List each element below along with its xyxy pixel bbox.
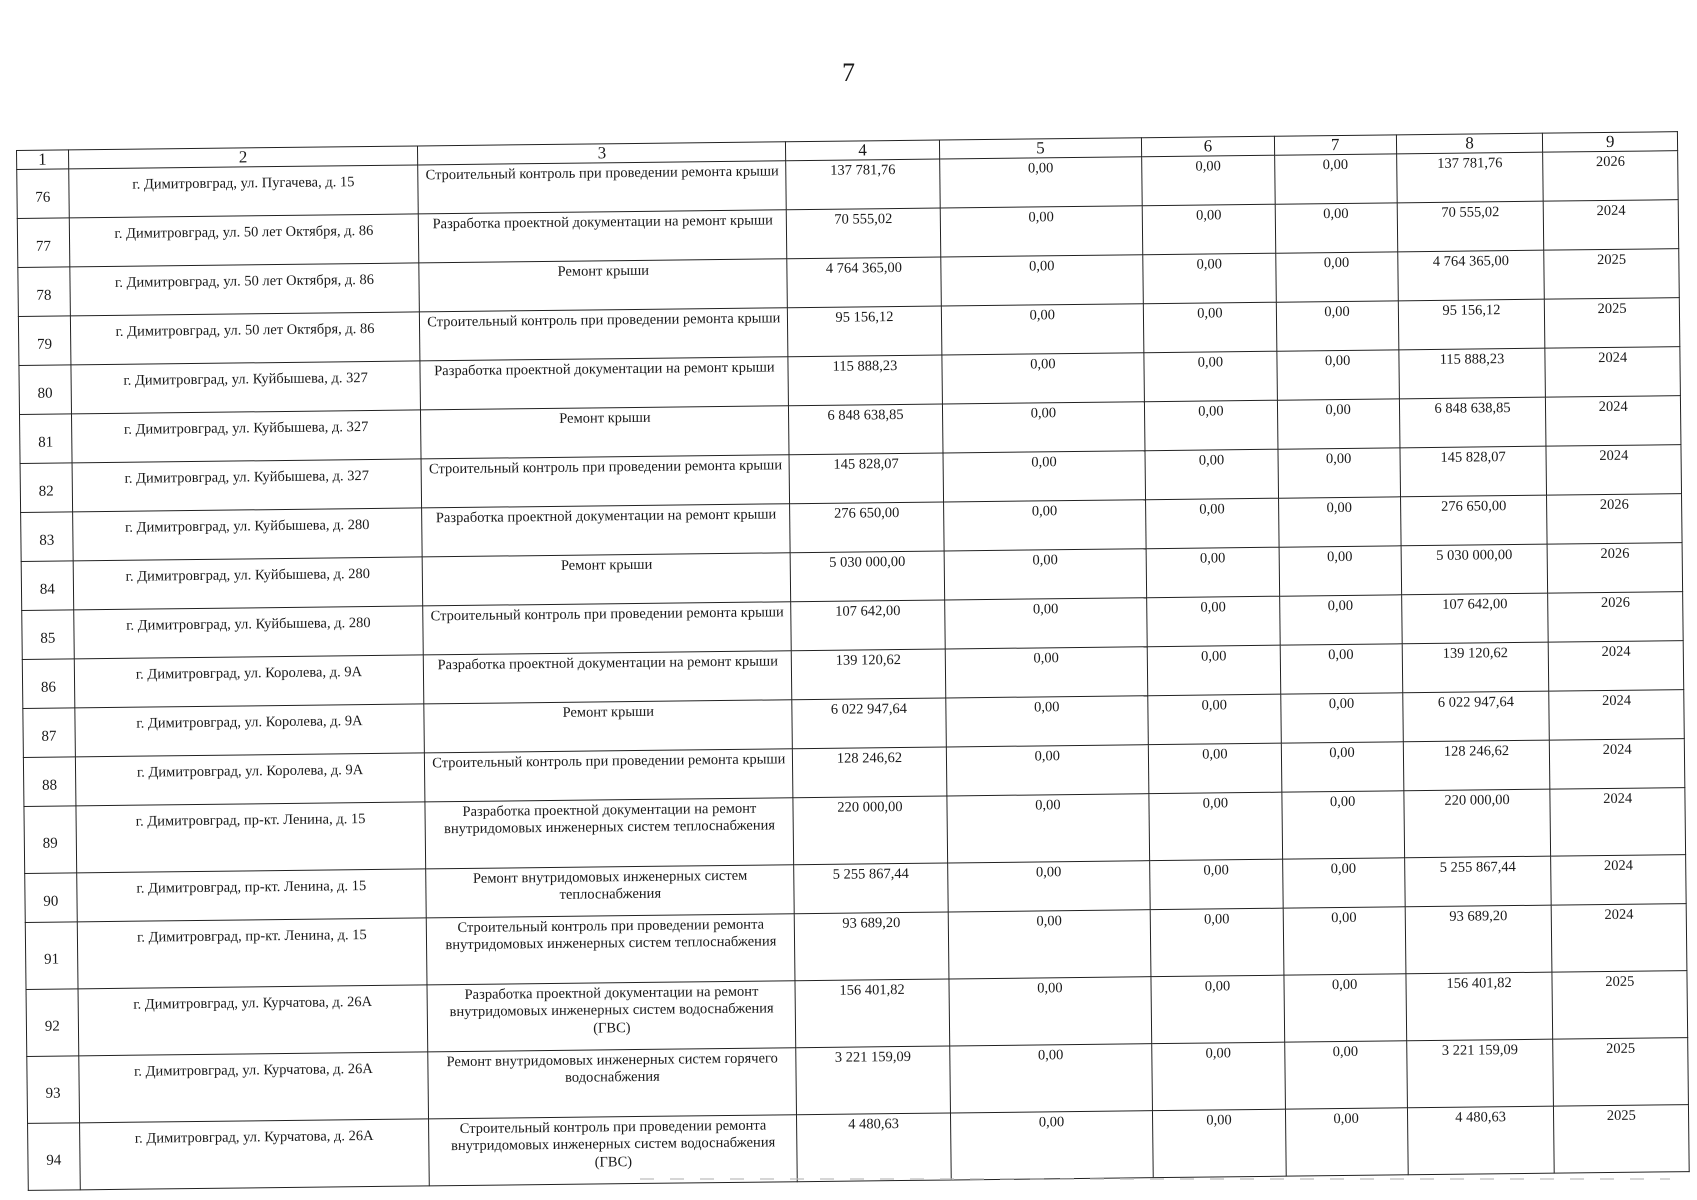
col6-amount-cell: 0,00 — [1144, 351, 1277, 401]
col5-amount-cell: 0,00 — [949, 1044, 1152, 1113]
col4-amount-cell: 70 555,02 — [787, 208, 941, 259]
col5-amount-cell: 0,00 — [941, 353, 1144, 404]
col4-amount-cell: 6 848 638,85 — [789, 404, 943, 455]
col7-amount-cell: 0,00 — [1277, 399, 1400, 449]
year-cell: 2024 — [1550, 739, 1685, 790]
work-description-cell: Разработка проектной документации на ремонт крыши — [422, 504, 791, 557]
col4-amount-cell: 4 480,63 — [797, 1113, 951, 1182]
address-cell: г. Димитровград, ул. Королева, д. 9А — [75, 753, 425, 806]
row-number-cell: 89 — [24, 806, 76, 874]
row-number-cell: 77 — [17, 218, 69, 268]
work-description-cell: Ремонт крыши — [422, 553, 791, 606]
work-description-cell: Разработка проектной документации на ремонт крыши — [420, 357, 789, 410]
col7-amount-cell: 0,00 — [1281, 791, 1404, 859]
col4-amount-cell: 95 156,12 — [788, 306, 942, 357]
col7-amount-cell: 0,00 — [1275, 252, 1398, 302]
col4-amount-cell: 107 642,00 — [791, 600, 945, 651]
col4-amount-cell: 276 650,00 — [790, 502, 944, 553]
col4-amount-cell: 4 764 365,00 — [787, 257, 941, 308]
col8-amount-cell: 128 246,62 — [1403, 740, 1550, 791]
header-col-2: 2 — [68, 146, 418, 169]
work-description-cell: Строительный контроль при проведении ремонта крыши — [423, 602, 792, 655]
year-cell: 2024 — [1546, 396, 1681, 447]
address-cell: г. Димитровград, ул. Курчатова, д. 26А — [78, 985, 428, 1056]
work-description-cell: Строительный контроль при проведении ремонта крыши — [420, 308, 789, 361]
row-number-cell: 79 — [18, 316, 70, 366]
work-description-cell: Разработка проектной документации на ремонт крыши — [424, 651, 793, 704]
col6-amount-cell: 0,00 — [1151, 975, 1284, 1043]
col4-amount-cell: 156 401,82 — [795, 979, 949, 1048]
year-cell: 2024 — [1545, 347, 1680, 398]
year-cell: 2024 — [1550, 788, 1685, 857]
work-description-cell: Строительный контроль при проведении ремонта крыши — [418, 161, 787, 214]
work-description-cell: Разработка проектной документации на ремонт крыши — [419, 210, 788, 263]
year-cell: 2026 — [1547, 494, 1682, 545]
work-description-cell: Строительный контроль при проведении ремонта крыши — [425, 749, 794, 802]
col7-amount-cell: 0,00 — [1284, 974, 1407, 1042]
col5-amount-cell: 0,00 — [941, 304, 1144, 355]
col6-amount-cell: 0,00 — [1142, 204, 1275, 254]
col8-amount-cell: 115 888,23 — [1398, 348, 1545, 399]
col8-amount-cell: 5 030 000,00 — [1401, 544, 1548, 595]
year-cell: 2024 — [1549, 690, 1684, 741]
address-cell: г. Димитровград, ул. Куйбышева, д. 280 — [72, 508, 422, 561]
address-cell: г. Димитровград, ул. Куйбышева, д. 280 — [73, 557, 423, 610]
col7-amount-cell: 0,00 — [1280, 644, 1403, 694]
address-cell: г. Димитровград, пр-кт. Ленина, д. 15 — [76, 802, 426, 873]
col6-amount-cell: 0,00 — [1152, 1042, 1285, 1110]
col5-amount-cell: 0,00 — [944, 598, 1147, 649]
col5-amount-cell: 0,00 — [944, 549, 1147, 600]
header-col-9: 9 — [1543, 132, 1678, 153]
col4-amount-cell: 6 022 947,64 — [792, 698, 946, 749]
work-description-cell: Разработка проектной документации на ремонт внутридомовых инженерных систем теплоснабжения — [425, 798, 794, 869]
col4-amount-cell: 115 888,23 — [788, 355, 942, 406]
col4-amount-cell: 145 828,07 — [789, 453, 943, 504]
col8-amount-cell: 4 764 365,00 — [1397, 250, 1544, 301]
year-cell: 2025 — [1554, 1105, 1689, 1174]
work-description-cell: Строительный контроль при проведении ремонта внутридомовых инженерных систем водоснабжения (ГВС) — [429, 1115, 798, 1186]
row-number-cell: 87 — [23, 708, 75, 758]
col6-amount-cell: 0,00 — [1150, 859, 1283, 909]
col7-amount-cell: 0,00 — [1282, 858, 1405, 908]
col8-amount-cell: 276 650,00 — [1400, 495, 1547, 546]
col4-amount-cell: 5 255 867,44 — [794, 863, 948, 914]
col8-amount-cell: 4 480,63 — [1407, 1106, 1555, 1175]
col8-amount-cell: 137 781,76 — [1396, 152, 1543, 203]
col6-amount-cell: 0,00 — [1148, 694, 1281, 744]
header-col-7: 7 — [1274, 135, 1396, 155]
col6-amount-cell: 0,00 — [1149, 792, 1282, 860]
col6-amount-cell: 0,00 — [1147, 596, 1280, 646]
col5-amount-cell: 0,00 — [945, 647, 1148, 698]
col8-amount-cell: 70 555,02 — [1397, 201, 1544, 252]
header-col-8: 8 — [1396, 133, 1543, 154]
col7-amount-cell: 0,00 — [1283, 907, 1406, 975]
address-cell: г. Димитровград, ул. Королева, д. 9А — [75, 704, 425, 757]
row-number-cell: 86 — [22, 659, 74, 709]
address-cell: г. Димитровград, ул. Пугачева, д. 15 — [68, 165, 418, 218]
col5-amount-cell: 0,00 — [950, 1111, 1153, 1180]
address-cell: г. Димитровград, ул. Курчатова, д. 26А — [79, 1119, 429, 1190]
col5-amount-cell: 0,00 — [943, 451, 1146, 502]
address-cell: г. Димитровград, пр-кт. Ленина, д. 15 — [77, 918, 427, 989]
col5-amount-cell: 0,00 — [948, 977, 1151, 1046]
header-col-5: 5 — [939, 138, 1142, 159]
work-description-cell: Строительный контроль при проведении ремонта крыши — [421, 455, 790, 508]
work-description-cell: Строительный контроль при проведении ремонта внутридомовых инженерных систем теплоснабжения — [427, 914, 796, 985]
scan-artifact-line — [640, 1178, 1670, 1180]
address-cell: г. Димитровград, ул. 50 лет Октября, д. 86 — [70, 263, 420, 316]
col7-amount-cell: 0,00 — [1279, 546, 1402, 596]
col8-amount-cell: 95 156,12 — [1398, 299, 1545, 350]
repair-schedule-table — [16, 131, 1690, 1191]
year-cell: 2025 — [1552, 971, 1687, 1040]
year-cell: 2025 — [1544, 249, 1679, 300]
col6-amount-cell: 0,00 — [1145, 400, 1278, 450]
year-cell: 2026 — [1548, 543, 1683, 594]
header-col-6: 6 — [1142, 136, 1275, 157]
col7-amount-cell: 0,00 — [1279, 595, 1402, 645]
row-number-cell: 85 — [22, 610, 74, 660]
col5-amount-cell: 0,00 — [946, 794, 1149, 863]
row-number-cell: 94 — [28, 1123, 80, 1191]
row-number-cell: 76 — [17, 169, 69, 219]
col8-amount-cell: 93 689,20 — [1405, 905, 1553, 974]
work-description-cell: Ремонт крыши — [421, 406, 790, 459]
col7-amount-cell: 0,00 — [1274, 154, 1397, 204]
address-cell: г. Димитровград, ул. Королева, д. 9А — [74, 655, 424, 708]
year-cell: 2026 — [1548, 592, 1683, 643]
col5-amount-cell: 0,00 — [940, 206, 1143, 257]
row-number-cell: 83 — [21, 512, 73, 562]
address-cell: г. Димитровград, ул. Куйбышева, д. 327 — [71, 361, 421, 414]
col7-amount-cell: 0,00 — [1280, 693, 1403, 743]
year-cell: 2024 — [1549, 641, 1684, 692]
col4-amount-cell: 137 781,76 — [786, 159, 940, 210]
col5-amount-cell: 0,00 — [943, 500, 1146, 551]
row-number-cell: 88 — [23, 757, 75, 807]
col7-amount-cell: 0,00 — [1276, 301, 1399, 351]
row-number-cell: 82 — [20, 463, 72, 513]
col7-amount-cell: 0,00 — [1276, 350, 1399, 400]
col6-amount-cell: 0,00 — [1147, 645, 1280, 695]
col4-amount-cell: 128 246,62 — [793, 747, 947, 798]
table-body — [17, 151, 1689, 1191]
col4-amount-cell: 139 120,62 — [792, 649, 946, 700]
col8-amount-cell: 3 221 159,09 — [1406, 1039, 1554, 1108]
col6-amount-cell: 0,00 — [1153, 1109, 1286, 1177]
address-cell: г. Димитровград, ул. Курчатова, д. 26А — [78, 1052, 428, 1123]
header-col-3: 3 — [418, 142, 786, 165]
page-number: 7 — [842, 58, 855, 87]
col6-amount-cell: 0,00 — [1145, 449, 1278, 499]
col4-amount-cell: 93 689,20 — [795, 912, 949, 981]
year-cell: 2025 — [1553, 1038, 1688, 1107]
col7-amount-cell: 0,00 — [1275, 203, 1398, 253]
year-cell: 2024 — [1546, 445, 1681, 496]
address-cell: г. Димитровград, ул. Куйбышева, д. 280 — [73, 606, 423, 659]
col5-amount-cell: 0,00 — [942, 402, 1145, 453]
col6-amount-cell: 0,00 — [1146, 498, 1279, 548]
col8-amount-cell: 139 120,62 — [1402, 642, 1549, 693]
year-cell: 2024 — [1552, 904, 1687, 973]
col7-amount-cell: 0,00 — [1278, 448, 1401, 498]
col4-amount-cell: 5 030 000,00 — [791, 551, 945, 602]
col5-amount-cell: 0,00 — [946, 745, 1149, 796]
row-number-cell: 90 — [25, 873, 77, 923]
year-cell: 2026 — [1543, 151, 1678, 202]
col8-amount-cell: 6 022 947,64 — [1402, 691, 1549, 742]
work-description-cell: Ремонт внутридомовых инженерных систем горячего водоснабжения — [428, 1048, 797, 1119]
col6-amount-cell: 0,00 — [1142, 155, 1275, 205]
col4-amount-cell: 3 221 159,09 — [796, 1046, 950, 1115]
address-cell: г. Димитровград, пр-кт. Ленина, д. 15 — [76, 869, 426, 922]
col6-amount-cell: 0,00 — [1143, 253, 1276, 303]
col6-amount-cell: 0,00 — [1144, 302, 1277, 352]
year-cell: 2025 — [1545, 298, 1680, 349]
col7-amount-cell: 0,00 — [1278, 497, 1401, 547]
col6-amount-cell: 0,00 — [1149, 743, 1282, 793]
work-description-cell: Ремонт крыши — [424, 700, 793, 753]
address-cell: г. Димитровград, ул. 50 лет Октября, д. 86 — [69, 214, 419, 267]
row-number-cell: 78 — [18, 267, 70, 317]
row-number-cell: 81 — [20, 414, 72, 464]
col8-amount-cell: 145 828,07 — [1400, 446, 1547, 497]
work-description-cell: Ремонт внутридомовых инженерных систем теплоснабжения — [426, 865, 795, 918]
row-number-cell: 91 — [25, 922, 77, 990]
address-cell: г. Димитровград, ул. 50 лет Октября, д. 86 — [70, 312, 420, 365]
col5-amount-cell: 0,00 — [945, 696, 1148, 747]
row-number-cell: 93 — [27, 1056, 79, 1124]
col4-amount-cell: 220 000,00 — [793, 796, 947, 865]
row-number-cell: 84 — [21, 561, 73, 611]
address-cell: г. Димитровград, ул. Куйбышева, д. 327 — [71, 410, 421, 463]
work-description-cell: Ремонт крыши — [419, 259, 788, 312]
row-number-cell: 80 — [19, 365, 71, 415]
col7-amount-cell: 0,00 — [1281, 742, 1404, 792]
col8-amount-cell: 220 000,00 — [1403, 789, 1551, 858]
header-col-4: 4 — [786, 140, 939, 161]
row-number-cell: 92 — [26, 989, 78, 1057]
col5-amount-cell: 0,00 — [940, 255, 1143, 306]
year-cell: 2024 — [1551, 855, 1686, 906]
col8-amount-cell: 107 642,00 — [1401, 593, 1548, 644]
col8-amount-cell: 156 401,82 — [1406, 972, 1554, 1041]
col5-amount-cell: 0,00 — [947, 861, 1150, 912]
year-cell: 2024 — [1544, 200, 1679, 251]
col8-amount-cell: 6 848 638,85 — [1399, 397, 1546, 448]
address-cell: г. Димитровград, ул. Куйбышева, д. 327 — [72, 459, 422, 512]
work-description-cell: Разработка проектной документации на ремонт внутридомовых инженерных систем водоснабжения (ГВС) — [427, 981, 796, 1052]
col5-amount-cell: 0,00 — [948, 910, 1151, 979]
col6-amount-cell: 0,00 — [1150, 908, 1283, 976]
col7-amount-cell: 0,00 — [1284, 1041, 1407, 1109]
col6-amount-cell: 0,00 — [1146, 547, 1279, 597]
col5-amount-cell: 0,00 — [939, 157, 1142, 208]
col8-amount-cell: 5 255 867,44 — [1404, 856, 1551, 907]
header-col-1: 1 — [17, 150, 69, 170]
col7-amount-cell: 0,00 — [1285, 1108, 1408, 1176]
